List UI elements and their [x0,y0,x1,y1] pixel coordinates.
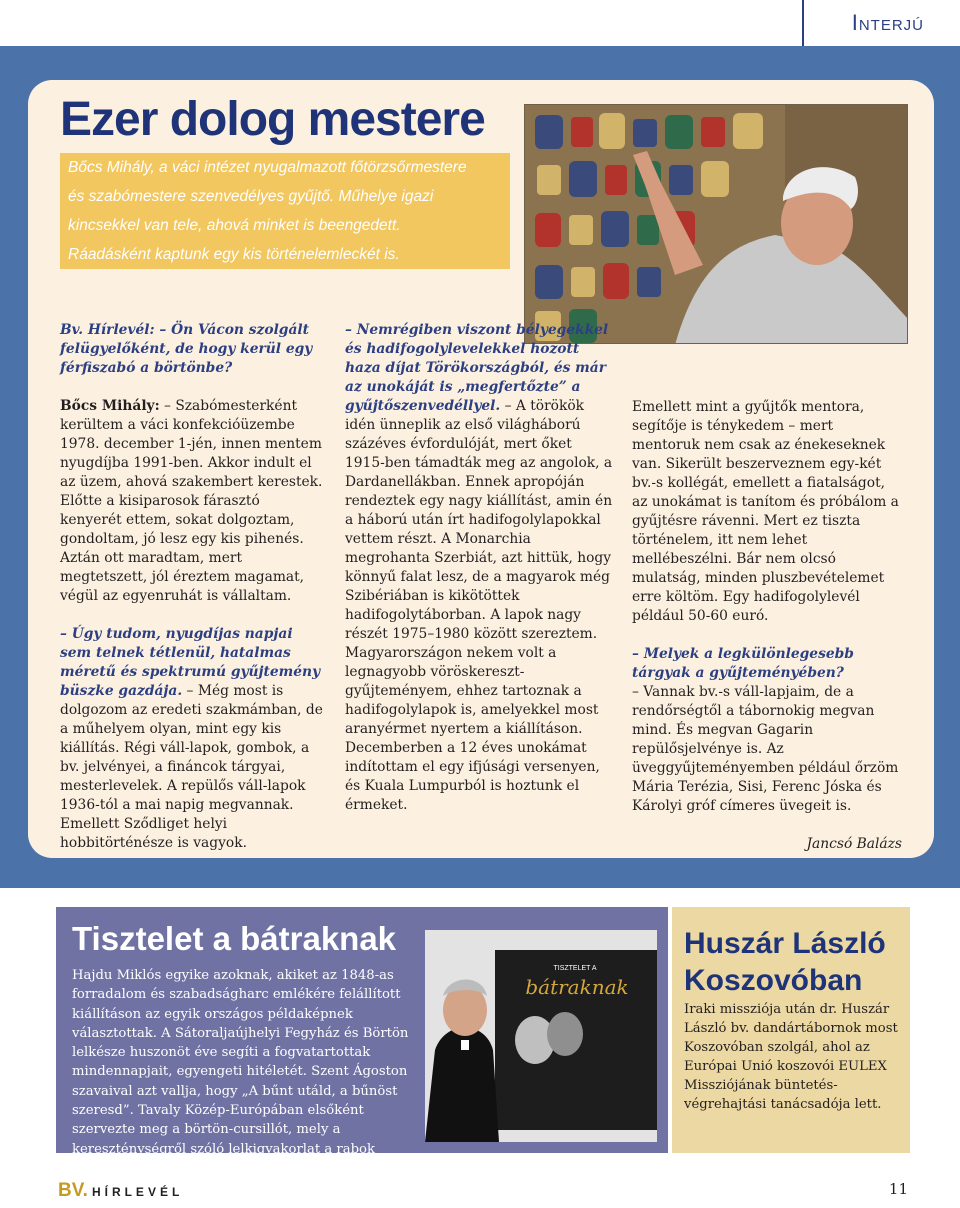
interview-question: – Melyek a legkülönlegesebb tárgyak a gyűjteményében? [632,646,854,681]
sidebar-title: Huszár László Koszovóban [684,927,886,997]
lead-line: Bőcs Mihály, a váci intézet nyugalmazott főtörzsőrmestere [60,153,510,182]
interview-answer: – A törökök idén ünneplik az első világháború százéves évfordulóját, mert őket 1915-ben támadták meg az angolok, a Dardanellákban. Ennek apropóján rendeztek egy nagy kiállítást, amin én a háború után írt hadifogolylapokkal vettem részt. A Monarchia megrohanta Szerbiát, azt hittük, hogy könnyű falat lesz, de a magyarok még Szibériában is kikötöttek hadifogolytáborban. A lapok nagy részét 1975–1980 között szereztem. Magyarországon nekem volt a legnagyobb vöröskereszt-gyűjteményem, ehhez tartoznak a hadifogolylapok is, amelyekkel most aranyérmet nyertem a kiállításon. Decemberben a 12 éves unokámat indítottam el egy ifjúsági versenyen, és Kuala Lumpurból is hoztunk el érmeket. [345,398,613,813]
poster-title-large: bátraknak [525,975,629,999]
exhibition-photo [425,930,657,1142]
article-column-2 [345,321,615,834]
section-divider [802,0,804,46]
interviewee-name: Bőcs Mihály: [60,398,160,414]
section-label: Interjú [851,10,924,35]
lead-line: és szabómestere szenvedélyes gyűjtő. Műhelye igazi [60,182,510,211]
publication-logo [58,1180,183,1202]
poster-title-small: TISZTELET A [553,965,597,972]
lead-line: kincsekkel van tele, ahová minket is beengedett. [60,211,510,240]
interview-question: – Úgy tudom, nyugdíjas napjai sem telnek tétlenül, hatalmas méretű és spektrumú gyűjtemény büszke gazdája. [60,626,321,699]
interview-answer: – Még most is dolgozom az eredeti szakmámban, de a műhelyem olyan, mint egy kis kiállítás. Régi váll-lapok, gombok, a bv. jelvényei, a fináncok tárgyai, mesterlevelek. A repülős váll-lapok 1936-tól a mai napig megvannak. Emellett Sződliget helyi hobbitörténésze is vagyok. [60,683,323,851]
interview-question: Bv. Hírlevél: – Ön Vácon szolgált felügyelőként, de hogy kerül egy férfiszabó a börtönbe? [60,322,313,376]
page-number: 11 [888,1180,908,1198]
article-lead [60,153,510,269]
interview-answer: Emellett mint a gyűjtők mentora, segítője is ténykedem – mert mentoruk nem csak az énekeseknek van. Sikerült beszerveznem egy-két bv.-s kollégát, emellett a fiatalságot, az unokámat is tanítom és próbálom a gyűjtésre rávenni. Mert ez tiszta történelem, itt nem lehet mellébeszélni. Bár nem olcsó mulatság, minden pluszbevételemet erre költöm. Egy hadifogolylevél például 50-60 euró. [632,399,899,624]
collector-photo [524,104,908,344]
lead-line: Ráadásként kaptunk egy kis történelemleckét is. [60,240,510,269]
sidebar-text: Hajdu Miklós egyike azoknak, akiket az 1848-as forradalom és szabadságharc emlékére felállított kiállításon az egyik országos példaképnek választottak. A Sátoraljaújhelyi Fegyház és Börtön lelkésze huszonöt éve segíti a fogvatartottak mindennapjait, egyengeti hitéletét. Szent Ágoston szavaival azt vallja, hogy „A bűnt utáld, a bűnöst szeresd”. Tavaly Közép-Európában elsőként szervezte meg a börtön-cursillót, mely a kereszténységről szóló lelkigyakorlat a rabok számára. [72,968,409,1176]
logo-mark: BV. [58,1180,88,1201]
article-column-1 [60,321,325,872]
interview-answer: – Vannak bv.-s váll-lapjaim, de a rendőrségtől a tábornokig megvan mind. És megvan Gagarin repülősjelvénye is. Az üveggyűjteményemben például őrzöm Mária Terézia, Sisi, Ferenc Jóska és Károlyi gróf címeres üvegeit is. [632,684,899,814]
interview-question: – Nemrégiben viszont bélyegekkel és hadifogolylevelekkel hozott haza díjat Törökországból, és már az unokáját is „megfertőzte” a gyűjtőszenvedéllyel. [345,322,609,414]
logo-subtitle: HÍRLEVÉL [91,1185,184,1199]
article-column-3 [632,398,902,873]
sidebar-text: Iraki missziója után dr. Huszár László bv. dandártábornok most Koszovóban szolgál, ahol az Európai Unió koszovói EULEX Missziójának büntetés-végrehajtási tanácsadója lett. [684,1002,898,1112]
top-strip [0,0,960,46]
sidebar-title: Tisztelet a bátraknak [72,920,397,957]
article-title: Ezer dolog mestere [60,93,485,146]
interview-answer: – Szabómesterként kerültem a váci konfekcióüzembe 1978. december 1-jén, innen mentem nyugdíjba 1991-ben. Akkor indult el az üzem, ahová szakembert kerestek. Előtte a kisiparosok fárasztó kenyerét ettem, sokat dolgoztam, gondoltam, jó lesz egy kis pihenés. Aztán ott maradtam, mert megtetszett, jól éreztem magamat, végül az egyenruhát is vállaltam. [60,398,323,604]
author-signature: Jancsó Balázs [806,836,902,852]
